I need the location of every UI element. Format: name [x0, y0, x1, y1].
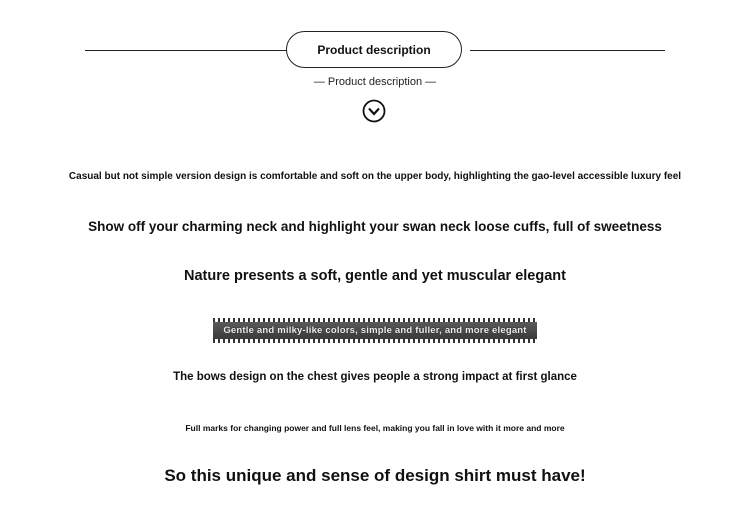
description-line-1: Casual but not simple version design is comfortable and soft on the upper body, highlighting the gao-level accessible luxury feel: [68, 171, 682, 182]
description-line-6: Full marks for changing power and full lens feel, making you fall in love with it more and more: [185, 423, 565, 433]
description-closing-line: So this unique and sense of design shirt must have!: [164, 466, 586, 485]
chevron-down-circle-icon: [362, 99, 386, 123]
description-line-5: The bows design on the chest gives people a strong impact at first glance: [173, 371, 577, 383]
description-line-2: Show off your charming neck and highlight your swan neck loose cuffs, full of sweetness: [88, 219, 662, 234]
section-subtitle: — Product description —: [313, 76, 437, 88]
description-line-3: Nature presents a soft, gentle and yet muscular elegant: [184, 268, 566, 284]
header-divider-left: [85, 50, 288, 51]
section-title-pill: [286, 31, 462, 68]
section-title: Product description: [317, 42, 431, 57]
description-banner-row: [0, 320, 750, 339]
header-divider-right: [470, 50, 665, 51]
description-line-4-banner: Gentle and milky-like colors, simple and fuller, and more elegant: [213, 322, 536, 339]
